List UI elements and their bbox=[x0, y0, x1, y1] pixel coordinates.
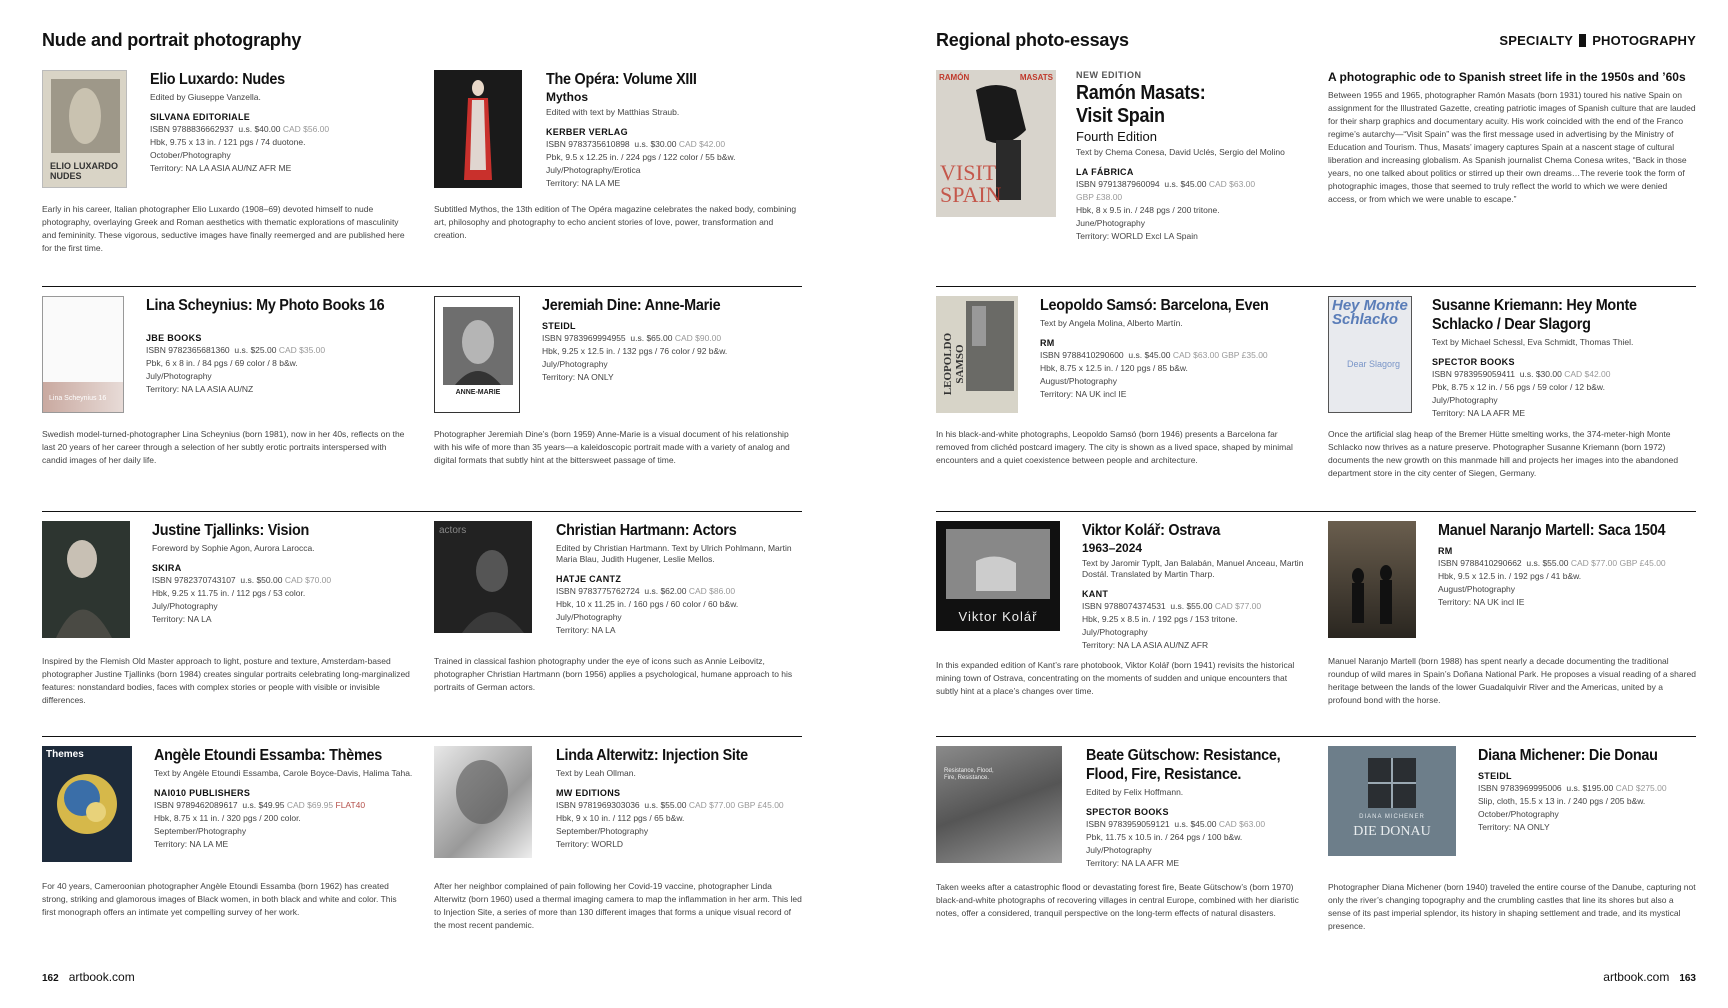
book-publisher: SILVANA EDITORIALE bbox=[150, 112, 251, 122]
isbn: ISBN 9783735610898 bbox=[546, 139, 630, 149]
price-us: u.s. $55.00 bbox=[1170, 601, 1213, 611]
book-title: Diana Michener: Die Donau bbox=[1478, 747, 1658, 764]
book-description: Manuel Naranjo Martell (born 1988) has spent nearly a decade documenting the traditional roundup of wild mares in Spain’s Doñana National Park. He proposes a visual reading of a shared heritage between the lands of the lower Guadalquivir River and the Americas, united by a profound bond with the horse. bbox=[1328, 656, 1696, 705]
divider bbox=[936, 736, 1696, 737]
book-credit: Text by Leah Ollman. bbox=[556, 768, 636, 778]
book-date: August/Photography bbox=[1040, 376, 1118, 386]
book-entry bbox=[434, 70, 814, 275]
book-publisher: HATJE CANTZ bbox=[556, 574, 622, 584]
book-date: September/Photography bbox=[556, 826, 649, 836]
cover-author: DIANA MICHENER bbox=[1359, 814, 1425, 820]
cover-thermal-icon bbox=[434, 746, 532, 858]
book-territory: Territory: NA LA bbox=[556, 625, 616, 635]
book-entry bbox=[434, 296, 814, 501]
book-publisher: KANT bbox=[1082, 589, 1109, 599]
book-territory: Territory: WORLD Excl LA Spain bbox=[1076, 231, 1198, 241]
section-title: Nude and portrait photography bbox=[42, 30, 302, 50]
book-credit: Text by Angela Molina, Alberto Martín. bbox=[1040, 318, 1183, 328]
book-description: Inspired by the Flemish Old Master approach to light, posture and texture, Amsterdam-based photographer Justine Tjallinks (born 1984) creates singular portraits celebrating long-marginalized features: nonstandard bodies, faces with complex stories or people with visible or invisible differences. bbox=[42, 656, 410, 705]
price-cad: CAD $42.00 bbox=[678, 139, 726, 149]
book-entry bbox=[936, 296, 1316, 501]
book-description: Photographer Jeremiah Dine’s (born 1959) Anne-Marie is a visual document of his relationship with his wife of more than 35 years—a kaleidoscopic portrait made with a variety of analog and digital formats that subtly hint at the bittersweet passage of time. bbox=[434, 429, 790, 465]
book-title: Lina Scheynius: My Photo Books 16 bbox=[146, 297, 385, 314]
book-entry bbox=[1328, 746, 1696, 951]
price-cad: CAD $63.00 bbox=[1218, 819, 1266, 829]
cover-silhouette-icon bbox=[1328, 521, 1416, 638]
book-publisher: SPECTOR BOOKS bbox=[1432, 357, 1515, 367]
price-cad: CAD $90.00 bbox=[674, 333, 722, 343]
book-credit: Edited by Giuseppe Vanzella. bbox=[150, 92, 261, 102]
cover-title: ELIO LUXARDO NUDES bbox=[50, 161, 119, 181]
book-date: September/Photography bbox=[154, 826, 247, 836]
price-cad: CAD $77.00 GBP £45.00 bbox=[688, 800, 784, 810]
price-flat: FLAT40 bbox=[335, 800, 366, 810]
price-cad: CAD $63.00 bbox=[1208, 179, 1256, 189]
book-entry bbox=[42, 296, 422, 501]
book-description: Subtitled Mythos, the 13th edition of The Opéra magazine celebrates the naked body, combining art, philosophy and photography to echo ancient stories of love, power, transformation and creation. bbox=[434, 204, 797, 240]
price-us: u.s. $25.00 bbox=[234, 345, 277, 355]
book-description: For 40 years, Cameroonian photographer Angèle Etoundi Essamba (born 1962) has created strong, striking and glamorous images of Black women, in both black and white and color. This first monograph offers an intimate yet compelling survey of her work. bbox=[42, 881, 397, 917]
price-gbp: GBP £38.00 bbox=[1076, 192, 1123, 202]
feature-body: Between 1955 and 1965, photographer Ramón Masats (born 1931) toured his native Spain on assignment for the Illustrated Gazette, creating patriotic images of Spanish culture that are lauded for their sharp graphics and documentary acuity. His work coincided with the end of the Franco regime’s autarchy—“Visit Spain” was the first message used in advertising by the Ministry of Education and Tourism. Thus, Masats’ imagery captures Spain at a nascent stage of cultural liberation and increasing globalism. As Spanish journalist Chema Conesa writes, “Back in those years, no one talked about politics or stirred up their own dreams…The reverie took the form of photographic images, those that seemed to truly reflect the world to which we were denied access, or from which we were unable to escape.” bbox=[1328, 90, 1696, 204]
book-publisher: STEIDL bbox=[1478, 771, 1512, 781]
cover-title: Themes bbox=[46, 749, 84, 760]
book-publisher: RM bbox=[1438, 546, 1453, 556]
book-title: Linda Alterwitz: Injection Site bbox=[556, 747, 748, 764]
book-publisher: KERBER VERLAG bbox=[546, 127, 628, 137]
isbn: ISBN 9783969995006 bbox=[1478, 783, 1562, 793]
book-cover[interactable] bbox=[42, 521, 130, 638]
header-category: SPECIALTY bbox=[1499, 33, 1574, 48]
book-cover[interactable] bbox=[434, 296, 520, 413]
book-date: August/Photography bbox=[1438, 584, 1516, 594]
book-entry bbox=[936, 521, 1316, 726]
book-cover[interactable] bbox=[936, 521, 1060, 631]
book-cover[interactable] bbox=[1328, 746, 1456, 856]
book-format: Hbk, 9 x 10 in. / 112 pgs / 65 b&w. bbox=[556, 813, 685, 823]
cover-author-last: MASATS bbox=[1019, 73, 1053, 82]
book-format: Pbk, 6 x 8 in. / 84 pgs / 69 color / 8 b&w. bbox=[146, 358, 298, 368]
book-format: Hbk, 9.25 x 8.5 in. / 192 pgs / 153 tritone. bbox=[1082, 614, 1238, 624]
cover-title: LEOPOLDO SAMSO bbox=[942, 332, 966, 396]
price-cad: CAD $86.00 bbox=[688, 586, 736, 596]
book-credit: Edited by Felix Hoffmann. bbox=[1086, 787, 1184, 797]
book-description: Photographer Diana Michener (born 1940) traveled the entire course of the Danube, capturing not only the river’s changing topography and the crumbling castles that line its shores but also a sense of its past imperial splendor, its history in shaping settlement and trade, and its mystical presence. bbox=[1328, 882, 1696, 931]
book-subtitle: 1963–2024 bbox=[1082, 541, 1143, 555]
isbn: ISBN 9783775762724 bbox=[556, 586, 640, 596]
cover-title: Hey Monte Schlacko bbox=[1332, 297, 1408, 328]
book-cover[interactable] bbox=[434, 521, 532, 633]
book-entry bbox=[1328, 296, 1696, 501]
book-publisher: LA FÁBRICA bbox=[1076, 167, 1134, 177]
book-title: Ramón Masats: bbox=[1076, 82, 1206, 104]
price-us: u.s. $40.00 bbox=[238, 124, 281, 134]
book-cover[interactable] bbox=[936, 70, 1056, 217]
book-description: In his black-and-white photographs, Leopoldo Samsó (born 1946) presents a Barcelona far removed from clichéd postcard imagery. The city is shown as a lived space, shaped by minimal encounters and a quiet coexistence between people and architecture. bbox=[936, 429, 1293, 465]
book-territory: Territory: NA LA ME bbox=[154, 839, 229, 849]
book-subtitle: Fourth Edition bbox=[1076, 129, 1157, 144]
book-format: Pbk, 11.75 x 10.5 in. / 264 pgs / 100 b&w. bbox=[1086, 832, 1243, 842]
book-cover[interactable] bbox=[42, 296, 124, 413]
divider bbox=[42, 511, 802, 512]
cover-portrait-icon bbox=[434, 521, 532, 633]
cover-title: VISIT SPAIN bbox=[940, 160, 1002, 207]
book-format: Hbk, 8.75 x 11 in. / 320 pgs / 200 color. bbox=[154, 813, 301, 823]
book-format: Hbk, 8.75 x 12.5 in. / 120 pgs / 85 b&w. bbox=[1040, 363, 1188, 373]
book-title: Leopoldo Samsó: Barcelona, Even bbox=[1040, 297, 1269, 314]
isbn: ISBN 9791387960094 bbox=[1076, 179, 1160, 189]
price-cad: CAD $275.00 bbox=[1615, 783, 1667, 793]
book-credit: Text by Jaromir Typlt, Jan Balabán, Manuel Anceau, Martin Dostál. Translated by Martin Tharp. bbox=[1082, 558, 1304, 579]
book-format: Hbk, 9.5 x 12.5 in. / 192 pgs / 41 b&w. bbox=[1438, 571, 1582, 581]
book-cover[interactable] bbox=[42, 746, 132, 862]
book-description: In this expanded edition of Kant’s rare photobook, Viktor Kolář (born 1941) revisits the historical mining town of Ostrava, concentrating on the moments of sudden and unique encounters that subtly hint at a place’s changes over time. bbox=[936, 660, 1295, 696]
book-format: Hbk, 10 x 11.25 in. / 160 pgs / 60 color / 60 b&w. bbox=[556, 599, 739, 609]
book-title: Susanne Kriemann: Hey Monte Schlacko / Dear Slagorg bbox=[1432, 297, 1637, 333]
book-entry bbox=[42, 70, 422, 275]
price-cad: CAD $56.00 bbox=[282, 124, 330, 134]
isbn: ISBN 9783959059411 bbox=[1432, 369, 1516, 379]
book-date: October/Photography bbox=[150, 150, 231, 160]
book-title: Elio Luxardo: Nudes bbox=[150, 71, 285, 88]
book-description: After her neighbor complained of pain following her Covid-19 vaccine, photographer Linda Alterwitz (born 1960) used a thermal imaging camera to map the inflammation in her arm. This led to Injection Site, a series of more than 130 different images that forms a unique visual record of the most recent pandemic. bbox=[434, 881, 802, 930]
book-entry bbox=[434, 521, 814, 726]
book-format: Hbk, 8 x 9.5 in. / 248 pgs / 200 tritone. bbox=[1076, 205, 1220, 215]
book-territory: Territory: NA LA AFR ME bbox=[1432, 408, 1526, 418]
isbn: ISBN 9788074374531 bbox=[1082, 601, 1166, 611]
book-territory: Territory: NA UK incl IE bbox=[1438, 597, 1525, 607]
book-cover[interactable] bbox=[42, 70, 127, 188]
book-cover[interactable] bbox=[1328, 521, 1416, 638]
price-us: u.s. $45.00 bbox=[1164, 179, 1207, 189]
book-entry bbox=[1328, 521, 1696, 726]
price-cad: CAD $42.00 bbox=[1564, 369, 1611, 379]
book-title: Jeremiah Dine: Anne-Marie bbox=[542, 297, 721, 314]
book-format: Hbk, 9.25 x 12.5 in. / 132 pgs / 76 color / 92 b&w. bbox=[542, 346, 728, 356]
book-description: Taken weeks after a catastrophic flood or devastating forest fire, Beate Gütschow’s (born 1970) black-and-white photographs of recovering villages in central Europe, combined with her diaristic notes, offer a considered, tranquil perspective on the long-term effects of natural disasters. bbox=[936, 882, 1299, 918]
cover-title: actors bbox=[439, 525, 467, 536]
book-territory: Territory: NA LA AFR ME bbox=[1086, 858, 1180, 868]
book-publisher: JBE BOOKS bbox=[146, 333, 202, 343]
edition-tag: NEW EDITION bbox=[1076, 70, 1142, 80]
price-cad: CAD $69.95 bbox=[286, 800, 334, 810]
book-date: July/Photography bbox=[1432, 395, 1498, 405]
cover-art-icon bbox=[42, 746, 132, 862]
price-cad: CAD $77.00 bbox=[1214, 601, 1262, 611]
isbn: ISBN 9782365681360 bbox=[146, 345, 230, 355]
page-footer bbox=[1603, 970, 1696, 984]
price-us: u.s. $55.00 bbox=[644, 800, 687, 810]
book-date: July/Photography bbox=[1086, 845, 1152, 855]
page-footer bbox=[42, 970, 135, 984]
book-date: July/Photography/Erotica bbox=[546, 165, 641, 175]
book-title: Viktor Kolář: Ostrava bbox=[1082, 522, 1221, 539]
divider bbox=[936, 286, 1696, 287]
price-cad: CAD $77.00 GBP £45.00 bbox=[1570, 558, 1666, 568]
price-cad: CAD $70.00 bbox=[284, 575, 332, 585]
book-territory: Territory: NA LA ASIA AU/NZ bbox=[146, 384, 254, 394]
right-page bbox=[936, 0, 1728, 1008]
book-publisher: RM bbox=[1040, 338, 1055, 348]
book-cover[interactable] bbox=[936, 296, 1018, 413]
divider bbox=[936, 511, 1696, 512]
book-format: Pbk, 9.5 x 12.25 in. / 224 pgs / 122 color / 55 b&w. bbox=[546, 152, 736, 162]
price-us: u.s. $45.00 bbox=[1128, 350, 1171, 360]
book-date: June/Photography bbox=[1076, 218, 1145, 228]
cover-title: DIE DONAU bbox=[1353, 824, 1431, 839]
isbn: ISBN 9783969994955 bbox=[542, 333, 626, 343]
book-credit: Foreword by Sophie Agon, Aurora Larocca. bbox=[152, 543, 315, 553]
isbn: ISBN 9789462089617 bbox=[154, 800, 238, 810]
price-us: u.s. $45.00 bbox=[1174, 819, 1217, 829]
price-us: u.s. $49.95 bbox=[242, 800, 285, 810]
book-territory: Territory: NA LA ASIA AU/NZ AFR ME bbox=[150, 163, 292, 173]
cover-title: ANNE-MARIE bbox=[455, 389, 501, 396]
book-date: July/Photography bbox=[146, 371, 212, 381]
cover-figure-icon bbox=[434, 70, 522, 188]
isbn: ISBN 9788836662937 bbox=[150, 124, 234, 134]
book-territory: Territory: NA LA ASIA AU/NZ AFR bbox=[1082, 640, 1209, 650]
book-entry bbox=[42, 521, 422, 726]
cover-title: Resistance, Flood, Fire, Resistance. bbox=[944, 768, 994, 781]
book-territory: Territory: NA LA bbox=[152, 614, 212, 624]
book-title: Angèle Etoundi Essamba: Thèmes bbox=[154, 747, 382, 764]
price-us: u.s. $50.00 bbox=[240, 575, 283, 585]
section-title: Regional photo-essays bbox=[936, 30, 1129, 50]
cover-author-first: RAMÓN bbox=[939, 73, 970, 82]
price-us: u.s. $65.00 bbox=[630, 333, 673, 343]
book-title: Manuel Naranjo Martell: Saca 1504 bbox=[1438, 522, 1666, 539]
book-entry bbox=[434, 746, 814, 951]
book-territory: Territory: NA ONLY bbox=[542, 372, 614, 382]
book-date: October/Photography bbox=[1478, 809, 1559, 819]
book-entry bbox=[936, 746, 1316, 951]
feature-heading: A photographic ode to Spanish street life in the 1950s and ’60s bbox=[1328, 70, 1686, 84]
header-subcategory: PHOTOGRAPHY bbox=[1592, 33, 1696, 48]
divider bbox=[42, 736, 802, 737]
book-territory: Territory: NA ONLY bbox=[1478, 822, 1550, 832]
book-credit: Text by Chema Conesa, David Uclés, Sergio del Molino bbox=[1076, 147, 1285, 157]
isbn: ISBN 9781969303036 bbox=[556, 800, 640, 810]
book-credit: Text by Angèle Etoundi Essamba, Carole Boyce-Davis, Halima Taha. bbox=[154, 768, 413, 778]
book-format: Hbk, 9.25 x 11.75 in. / 112 pgs / 53 color. bbox=[152, 588, 306, 598]
book-territory: Territory: NA LA ME bbox=[546, 178, 621, 188]
book-publisher: SPECTOR BOOKS bbox=[1086, 807, 1169, 817]
price-cad: CAD $63.00 GBP £35.00 bbox=[1172, 350, 1268, 360]
divider bbox=[42, 286, 802, 287]
book-title-line2: Visit Spain bbox=[1076, 105, 1165, 127]
site-link[interactable]: artbook.com bbox=[1603, 970, 1670, 984]
book-date: July/Photography bbox=[152, 601, 218, 611]
book-publisher: MW EDITIONS bbox=[556, 788, 621, 798]
cover-portrait-icon bbox=[42, 521, 130, 638]
cover-title: Viktor Kolář bbox=[958, 609, 1038, 624]
book-title: Justine Tjallinks: Vision bbox=[152, 522, 310, 539]
isbn: ISBN 9788410290662 bbox=[1438, 558, 1522, 568]
page-number: 162 bbox=[42, 973, 59, 984]
cover-title: Lina Scheynius 16 bbox=[49, 395, 107, 402]
book-description: Early in his career, Italian photographer Elio Luxardo (1908–69) devoted himself to nude photography, overlaying Greek and Roman aesthetics with thematic explorations of masculinity and femininity. These vigorous, seductive images have finally reemerged and are published here for the first time. bbox=[42, 204, 405, 253]
isbn: ISBN 9782370743107 bbox=[152, 575, 236, 585]
book-publisher: NAI010 PUBLISHERS bbox=[154, 788, 251, 798]
cover-subtitle: Dear Slagorg bbox=[1347, 359, 1401, 369]
price-us: u.s. $30.00 bbox=[634, 139, 677, 149]
feature-entry bbox=[936, 70, 1696, 275]
book-cover[interactable] bbox=[1328, 296, 1412, 413]
book-description: Trained in classical fashion photography under the eye of icons such as Annie Leibovitz, photographer Christian Hartmann (born 1956) applies a psychological, humane approach to his portraits of German actors. bbox=[434, 656, 793, 692]
page-number: 163 bbox=[1679, 973, 1696, 984]
book-territory: Territory: WORLD bbox=[556, 839, 624, 849]
book-credit: Text by Michael Schessl, Eva Schmidt, Thomas Thiel. bbox=[1432, 337, 1634, 347]
book-date: July/Photography bbox=[542, 359, 608, 369]
book-title: Christian Hartmann: Actors bbox=[556, 522, 737, 539]
book-subtitle: Mythos bbox=[546, 90, 588, 104]
price-us: u.s. $30.00 bbox=[1519, 369, 1562, 379]
isbn: ISBN 9783959059121 bbox=[1086, 819, 1170, 829]
price-us: u.s. $62.00 bbox=[644, 586, 687, 596]
book-format: Slip, cloth, 15.5 x 13 in. / 240 pgs / 205 b&w. bbox=[1478, 796, 1646, 806]
book-cover[interactable] bbox=[434, 746, 532, 858]
book-date: July/Photography bbox=[556, 612, 622, 622]
running-header bbox=[1499, 33, 1696, 48]
book-publisher: SKIRA bbox=[152, 563, 182, 573]
book-cover[interactable] bbox=[936, 746, 1062, 863]
book-date: July/Photography bbox=[1082, 627, 1148, 637]
price-us: u.s. $55.00 bbox=[1526, 558, 1569, 568]
book-entry bbox=[42, 746, 422, 951]
book-credit: Edited with text by Matthias Straub. bbox=[546, 107, 680, 117]
book-publisher: STEIDL bbox=[542, 321, 576, 331]
site-link[interactable]: artbook.com bbox=[68, 970, 135, 984]
book-territory: Territory: NA UK incl IE bbox=[1040, 389, 1127, 399]
price-cad: CAD $35.00 bbox=[278, 345, 326, 355]
book-title: The Opéra: Volume XIII bbox=[546, 71, 697, 88]
price-us: u.s. $195.00 bbox=[1566, 783, 1614, 793]
book-cover[interactable] bbox=[434, 70, 522, 188]
book-title: Beate Gütschow: Resistance, Flood, Fire, Resistance. bbox=[1086, 747, 1281, 783]
book-description: Once the artificial slag heap of the Bremer Hütte smelting works, the 374-meter-high Monte Schlacko now thrives as a nature preserve. Photographer Susanne Kriemann (born 1972) documents the new growth on this manmade hill and projects her images into the abandoned department store in the city center of Siegen, Germany. bbox=[1328, 429, 1679, 478]
isbn: ISBN 9788410290600 bbox=[1040, 350, 1124, 360]
book-format: Hbk, 9.75 x 13 in. / 121 pgs / 74 duotone. bbox=[150, 137, 306, 147]
book-description: Swedish model-turned-photographer Lina Scheynius (born 1981), now in her 40s, reflects on the last 20 years of her career through a selection of her subtly erotic portraits interspersed with candid images of her daily life. bbox=[42, 429, 405, 465]
book-credit: Edited by Christian Hartmann. Text by Ulrich Pohlmann, Martin Maria Blau, Judith Hugener, Leslie Mellos. bbox=[556, 543, 792, 564]
left-page bbox=[42, 0, 852, 1008]
book-format: Pbk, 8.75 x 12 in. / 56 pgs / 59 color / 12 b&w. bbox=[1432, 382, 1605, 392]
